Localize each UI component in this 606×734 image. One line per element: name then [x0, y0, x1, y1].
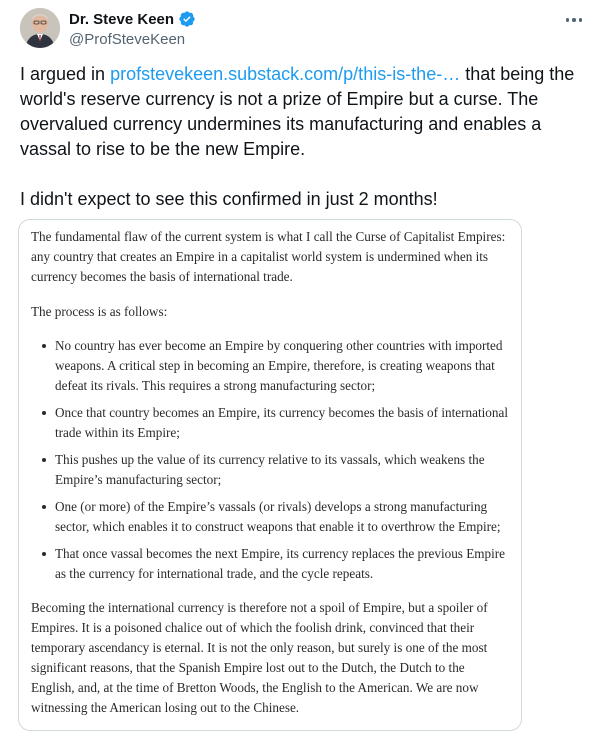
tweet-text [20, 62, 592, 212]
avatar[interactable] [20, 8, 60, 48]
list-item [31, 450, 509, 490]
substack-link[interactable]: profstevekeen.substack.com/p/this-is-the-… [110, 64, 461, 84]
author-handle[interactable]: @ProfSteveKeen [69, 31, 186, 48]
list-item [31, 403, 509, 443]
list-item [31, 497, 509, 537]
tweet-paragraph-2: I didn't expect to see this confirmed in just 2 months! [20, 189, 438, 209]
image-conclusion-paragraph: Becoming the international currency is therefore not a spoil of Empire, but a spoiler of Empires. It is a poisoned chalice out of which the foolish drink, convinced that their temporary ascendancy is eternal. It is not the only reason, but surely is one of the most significant reasons, that the Spanish Empire lost out to the Dutch, the Dutch to the English, and, at the time of Bretton Woods, the English to the American. We are now witnessing the American losing out to the Chinese. [31, 600, 488, 715]
author-display-name[interactable]: Dr. Steve Keen [69, 10, 175, 28]
bullet-dot [42, 552, 46, 556]
avatar-image [20, 8, 60, 48]
bullet-dot [42, 505, 46, 509]
more-options-icon[interactable] [562, 12, 586, 28]
author-name-row[interactable] [69, 10, 196, 28]
bullet-dot [42, 411, 46, 415]
verified-badge-icon [178, 10, 196, 28]
image-lead-line: The process is as follows: [31, 304, 168, 319]
list-item [31, 544, 509, 584]
bullet-text: This pushes up the value of its currency relative to its vassals, which weakens the Empire’s manufacturing sector; [55, 452, 485, 487]
bullet-dot [42, 458, 46, 462]
image-bullet-list [31, 336, 509, 584]
list-item [31, 336, 509, 396]
tweet-text-prefix: I argued in [20, 64, 111, 84]
image-intro-paragraph: The fundamental flaw of the current system is what I call the Curse of Capitalist Empires: any country that creates an Empire in a capitalist world system is undermined when its currency becomes the basis of international trade. [31, 229, 506, 284]
bullet-text: That once vassal becomes the next Empire, its currency replaces the previous Empire as the currency for international trade, and the cycle repeats. [55, 546, 506, 581]
bullet-dot [42, 344, 46, 348]
tweet-text-suffix: that being the world's reserve currency is not a prize of Empire but a curse. The overvalued currency undermines its manufacturing and enables a vassal to rise to be the new Empire. [20, 64, 575, 159]
tweet-paragraph-1 [20, 62, 592, 162]
quoted-text-image[interactable] [18, 219, 522, 731]
bullet-text: No country has ever become an Empire by conquering other countries with imported weapons. A critical step in becoming an Empire, therefore, is creating weapons that defeat its rivals. This requires a strong manufacturing sector; [55, 338, 503, 393]
bullet-text: Once that country becomes an Empire, its currency becomes the basis of international trade within its Empire; [55, 405, 508, 440]
bullet-text: One (or more) of the Empire’s vassals (or rivals) develops a strong manufacturing sector, which enables it to construct weapons that enable it to overthrow the Empire; [55, 499, 501, 534]
